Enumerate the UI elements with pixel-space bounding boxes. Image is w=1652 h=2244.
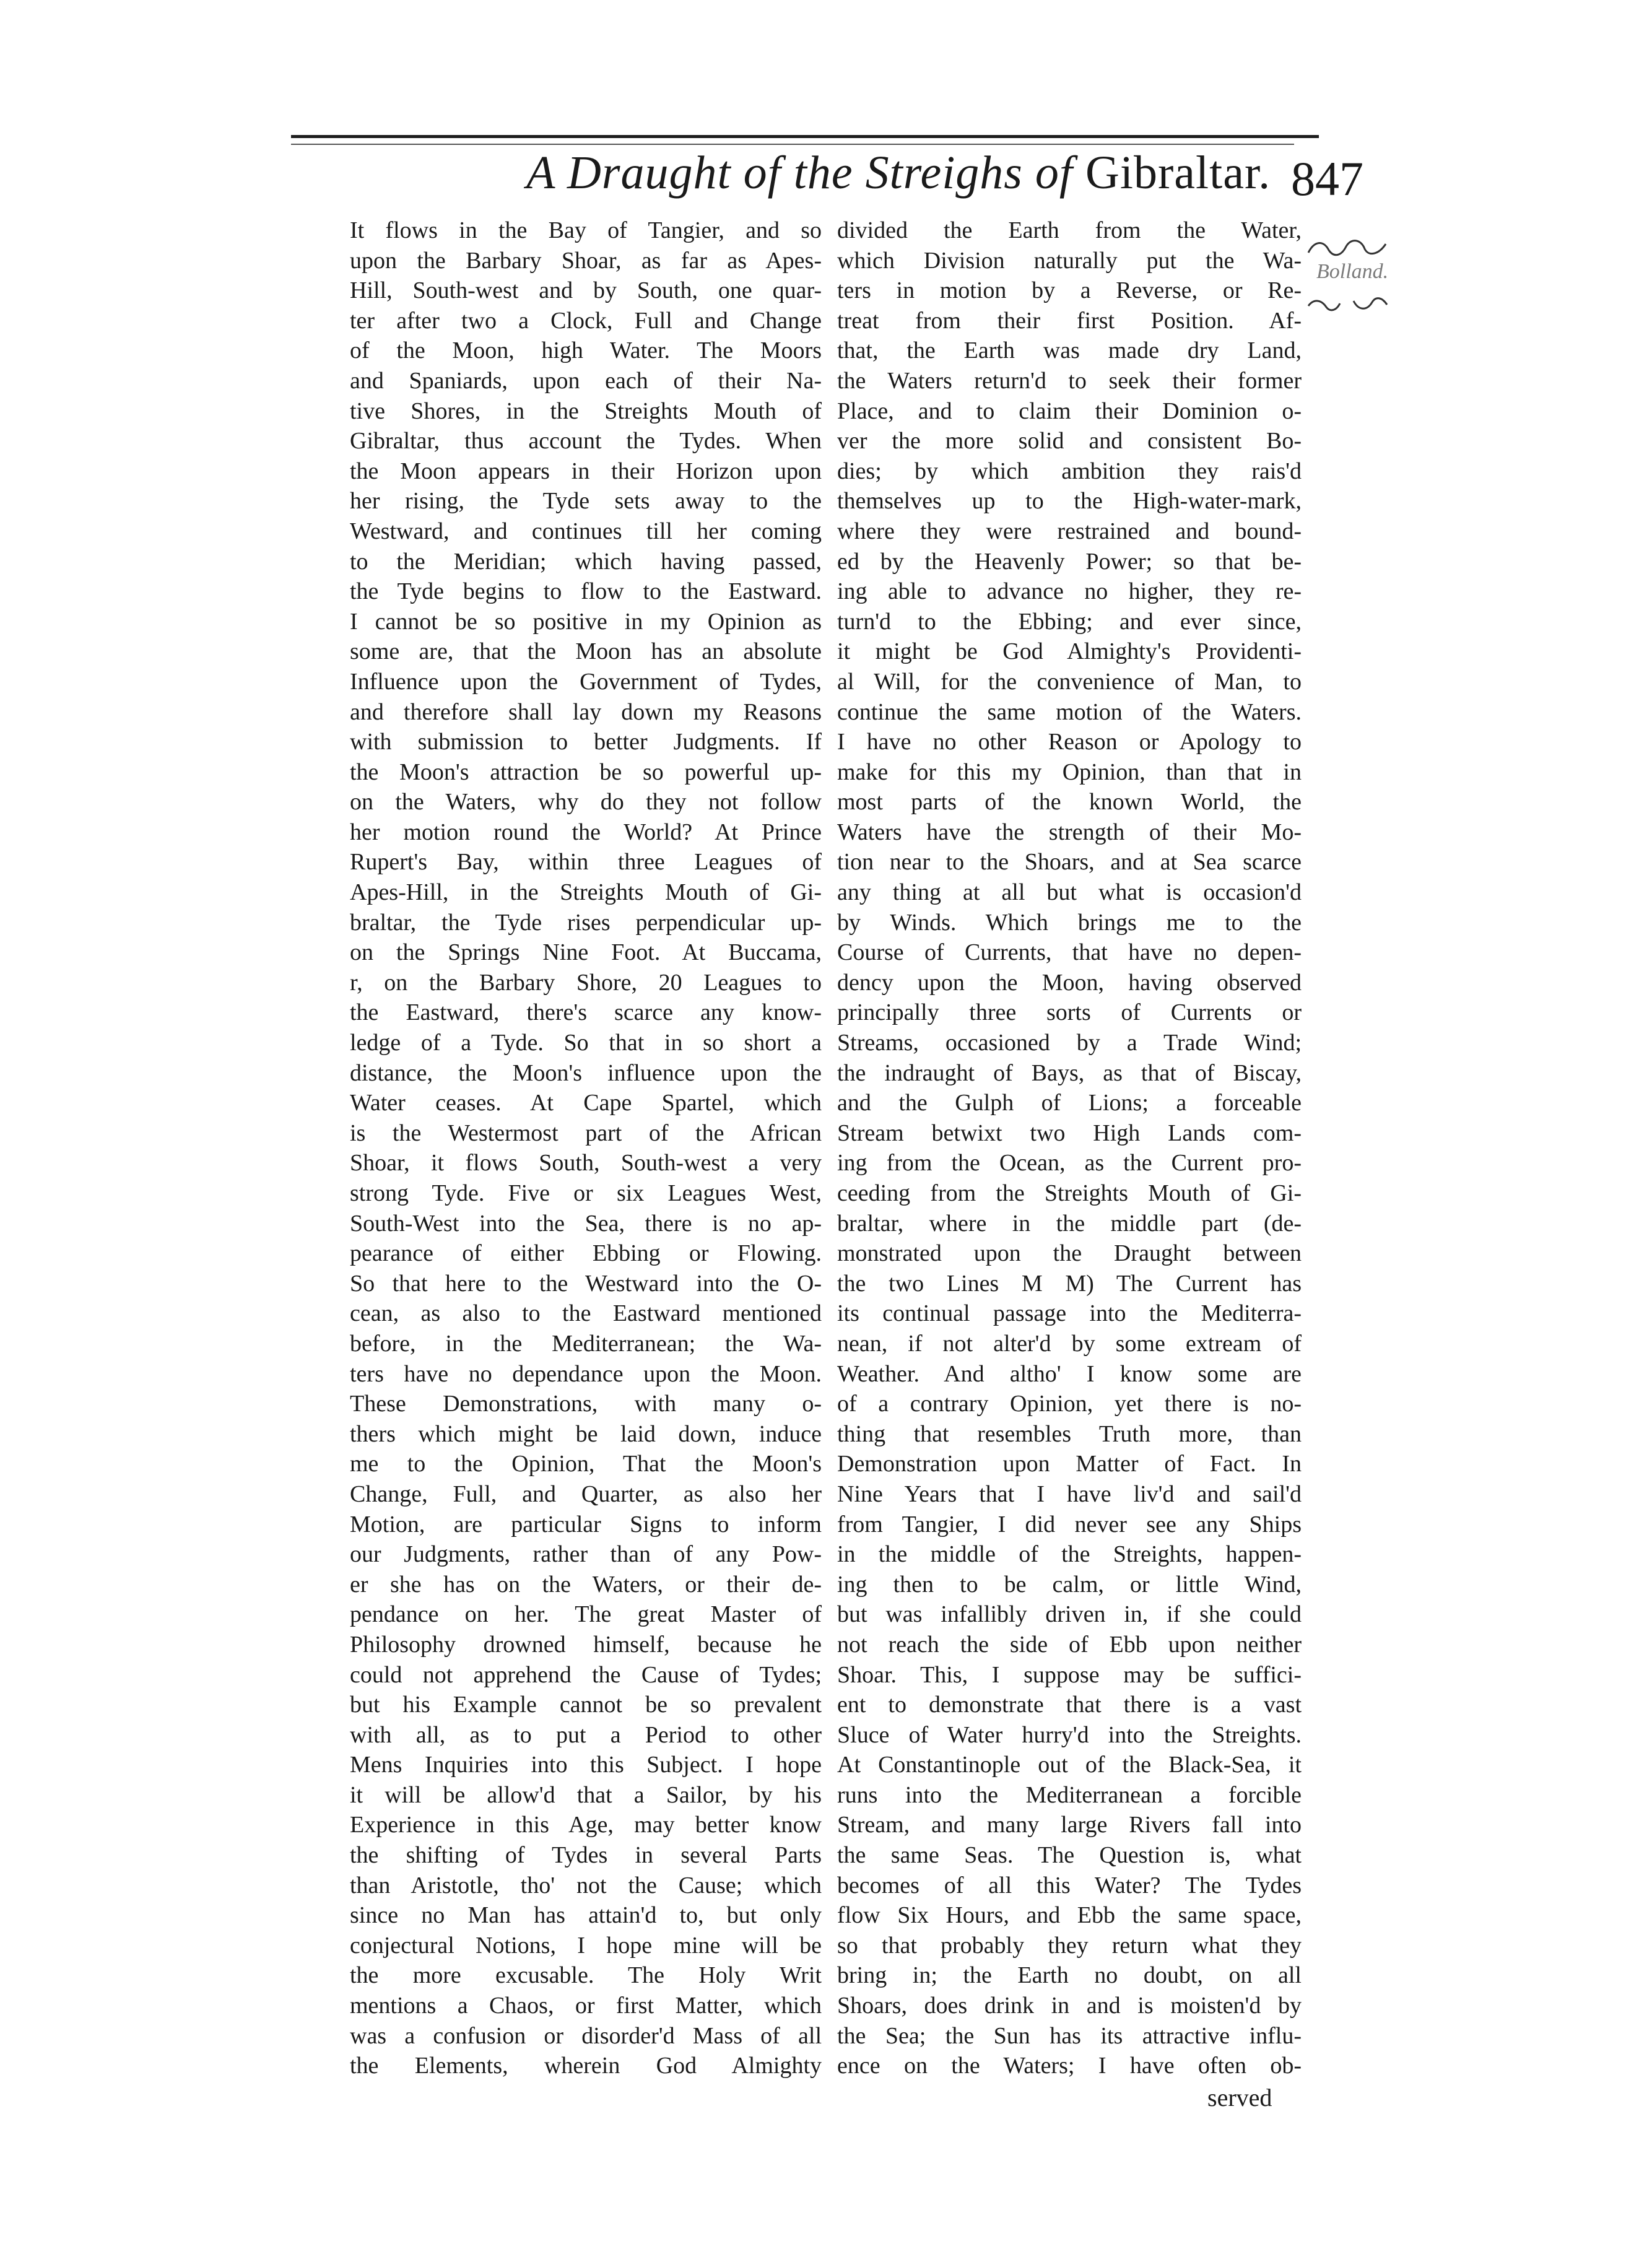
text-line: mentions a Chaos, or first Matter, which bbox=[350, 1993, 822, 2019]
text-line: the Tyde begins to flow to the Eastward. bbox=[350, 578, 822, 605]
text-line: the Moon appears in their Horizon upon bbox=[350, 458, 822, 484]
text-line: er she has on the Waters, or their de- bbox=[350, 1571, 822, 1598]
text-line: I cannot be so positive in my Opinion as bbox=[350, 608, 822, 635]
text-line: Westward, and continues till her coming bbox=[350, 518, 822, 544]
text-line: becomes of all this Water? The Tydes bbox=[837, 1872, 1302, 1898]
margin-note bbox=[1305, 235, 1392, 328]
text-line: make for this my Opinion, than that in bbox=[837, 759, 1302, 785]
text-line: but was infallibly driven in, if she could bbox=[837, 1601, 1302, 1628]
text-line: some are, that the Moon has an absolute bbox=[350, 638, 822, 665]
text-line: ledge of a Tyde. So that in so short a bbox=[350, 1030, 822, 1056]
text-line: Apes-Hill, in the Streights Mouth of Gi- bbox=[350, 879, 822, 906]
text-line: the Moon's attraction be so powerful up- bbox=[350, 759, 822, 785]
text-line: r, on the Barbary Shore, 20 Leagues to bbox=[350, 969, 822, 996]
text-line: Weather. And altho' I know some are bbox=[837, 1360, 1302, 1387]
text-line: thing that resembles Truth more, than bbox=[837, 1420, 1302, 1447]
text-line: It flows in the Bay of Tangier, and so bbox=[350, 217, 822, 243]
text-line: South-West into the Sea, there is no ap- bbox=[350, 1210, 822, 1237]
text-line: I have no other Reason or Apology to bbox=[837, 729, 1302, 755]
text-line: ter after two a Clock, Full and Change bbox=[350, 307, 822, 334]
text-line: turn'd to the Ebbing; and ever since, bbox=[837, 608, 1302, 635]
text-line: which Division naturally put the Wa- bbox=[837, 247, 1302, 274]
text-line: Demonstration upon Matter of Fact. In bbox=[837, 1451, 1302, 1477]
text-line: the two Lines M M) The Current has bbox=[837, 1270, 1302, 1297]
text-line: where they were restrained and bound- bbox=[837, 518, 1302, 544]
text-line: Stream betwixt two High Lands com- bbox=[837, 1120, 1302, 1146]
header-rule-thin bbox=[291, 144, 1294, 145]
text-line: al Will, for the convenience of Man, to bbox=[837, 668, 1302, 695]
text-line: on the Waters, why do they not follow bbox=[350, 789, 822, 815]
text-line: Shoars, does drink in and is moisten'd by bbox=[837, 1993, 1302, 2019]
text-line: so that probably they return what they bbox=[837, 1932, 1302, 1959]
text-line: Waters have the strength of their Mo- bbox=[837, 819, 1302, 845]
text-line: Nine Years that I have liv'd and sail'd bbox=[837, 1481, 1302, 1507]
page-number: 847 bbox=[1291, 152, 1363, 206]
text-line: tive Shores, in the Streights Mouth of bbox=[350, 398, 822, 424]
text-line: is the Westermost part of the African bbox=[350, 1120, 822, 1146]
flourish-top-icon bbox=[1305, 235, 1392, 260]
text-line: Place, and to claim their Dominion o- bbox=[837, 398, 1302, 424]
text-line: ing able to advance no higher, they re- bbox=[837, 578, 1302, 605]
text-line: with submission to better Judgments. If bbox=[350, 729, 822, 755]
text-line: her motion round the World? At Prince bbox=[350, 819, 822, 845]
text-line: pearance of either Ebbing or Flowing. bbox=[350, 1240, 822, 1267]
text-line: of the Moon, high Water. The Moors bbox=[350, 337, 822, 364]
text-line: Experience in this Age, may better know bbox=[350, 1812, 822, 1838]
text-line: bring in; the Earth no doubt, on all bbox=[837, 1962, 1302, 1989]
text-line: Change, Full, and Quarter, as also her bbox=[350, 1481, 822, 1507]
text-line: monstrated upon the Draught between bbox=[837, 1240, 1302, 1267]
text-line: before, in the Mediterranean; the Wa- bbox=[350, 1330, 822, 1357]
text-line: strong Tyde. Five or six Leagues West, bbox=[350, 1180, 822, 1206]
text-line: Water ceases. At Cape Spartel, which bbox=[350, 1090, 822, 1116]
text-line: the same Seas. The Question is, what bbox=[837, 1842, 1302, 1869]
text-line: from Tangier, I did never see any Ships bbox=[837, 1511, 1302, 1537]
text-line: These Demonstrations, with many o- bbox=[350, 1391, 822, 1417]
text-line: the Eastward, there's scarce any know- bbox=[350, 999, 822, 1026]
text-line: Streams, occasioned by a Trade Wind; bbox=[837, 1030, 1302, 1056]
text-line: upon the Barbary Shoar, as far as Apes- bbox=[350, 247, 822, 274]
text-line: ver the more solid and consistent Bo- bbox=[837, 428, 1302, 454]
margin-note-text: Bolland. bbox=[1316, 260, 1389, 283]
left-text-column bbox=[350, 215, 822, 2081]
text-line: pendance on her. The great Master of bbox=[350, 1601, 822, 1628]
text-line: ceeding from the Streights Mouth of Gi- bbox=[837, 1180, 1302, 1206]
text-line: on the Springs Nine Foot. At Buccama, bbox=[350, 939, 822, 966]
text-line: Stream, and many large Rivers fall into bbox=[837, 1812, 1302, 1838]
text-line: than Aristotle, tho' not the Cause; which bbox=[350, 1872, 822, 1898]
text-line: of a contrary Opinion, yet there is no- bbox=[837, 1391, 1302, 1417]
text-line: tion near to the Shoars, and at Sea scarce bbox=[837, 849, 1302, 876]
text-line: the shifting of Tydes in several Parts bbox=[350, 1842, 822, 1869]
text-line: ing from the Ocean, as the Current pro- bbox=[837, 1150, 1302, 1176]
text-line: ters have no dependance upon the Moon. bbox=[350, 1360, 822, 1387]
text-line: ence on the Waters; I have often ob- bbox=[837, 2053, 1302, 2079]
text-line: Philosophy drowned himself, because he bbox=[350, 1631, 822, 1658]
text-line: not reach the side of Ebb upon neither bbox=[837, 1631, 1302, 1658]
text-line: and Spaniards, upon each of their Na- bbox=[350, 367, 822, 394]
text-line: it might be God Almighty's Providenti- bbox=[837, 638, 1302, 665]
text-line: to the Meridian; which having passed, bbox=[350, 548, 822, 575]
text-line: Mens Inquiries into this Subject. I hope bbox=[350, 1752, 822, 1778]
text-line: ent to demonstrate that there is a vast bbox=[837, 1692, 1302, 1718]
text-line: ed by the Heavenly Power; so that be- bbox=[837, 548, 1302, 575]
header-rule bbox=[291, 135, 1319, 138]
text-line: and the Gulph of Lions; a forceable bbox=[837, 1090, 1302, 1116]
running-title-text: A Draught of the Streighs of bbox=[526, 147, 1073, 199]
running-title bbox=[526, 146, 1271, 200]
text-line: conjectural Notions, I hope mine will be bbox=[350, 1932, 822, 1959]
text-line: dency upon the Moon, having observed bbox=[837, 969, 1302, 996]
right-text-column bbox=[837, 215, 1302, 2081]
text-line: At Constantinople out of the Black-Sea, it bbox=[837, 1752, 1302, 1778]
text-line: braltar, where in the middle part (de- bbox=[837, 1210, 1302, 1237]
text-line: Shoar, it flows South, South-west a very bbox=[350, 1150, 822, 1176]
text-line: runs into the Mediterranean a forcible bbox=[837, 1781, 1302, 1808]
running-title-place: Gibraltar. bbox=[1085, 147, 1271, 199]
text-line: Influence upon the Government of Tydes, bbox=[350, 668, 822, 695]
text-line: its continual passage into the Mediterra- bbox=[837, 1300, 1302, 1327]
text-line: and therefore shall lay down my Reasons bbox=[350, 698, 822, 725]
text-line: the Waters return'd to seek their former bbox=[837, 367, 1302, 394]
text-line: distance, the Moon's influence upon the bbox=[350, 1059, 822, 1086]
text-line: could not apprehend the Cause of Tydes; bbox=[350, 1661, 822, 1688]
text-line: her rising, the Tyde sets away to the bbox=[350, 488, 822, 515]
text-line: So that here to the Westward into the O- bbox=[350, 1270, 822, 1297]
text-line: treat from their first Position. Af- bbox=[837, 307, 1302, 334]
text-line: thers which might be laid down, induce bbox=[350, 1420, 822, 1447]
text-line: that, the Earth was made dry Land, bbox=[837, 337, 1302, 364]
text-line: principally three sorts of Currents or bbox=[837, 999, 1302, 1026]
text-line: Motion, are particular Signs to inform bbox=[350, 1511, 822, 1537]
flourish-bottom-icon bbox=[1305, 292, 1392, 317]
text-line: in the middle of the Streights, happen- bbox=[837, 1541, 1302, 1568]
text-line: Gibraltar, thus account the Tydes. When bbox=[350, 428, 822, 454]
text-line: the indraught of Bays, as that of Biscay, bbox=[837, 1059, 1302, 1086]
text-line: the Sea; the Sun has its attractive influ- bbox=[837, 2022, 1302, 2049]
text-line: divided the Earth from the Water, bbox=[837, 217, 1302, 243]
text-line: braltar, the Tyde rises perpendicular up- bbox=[350, 909, 822, 936]
catchword: served bbox=[1207, 2084, 1272, 2111]
text-line: nean, if not alter'd by some extream of bbox=[837, 1330, 1302, 1357]
text-line: the Elements, wherein God Almighty bbox=[350, 2053, 822, 2079]
text-line: me to the Opinion, That the Moon's bbox=[350, 1451, 822, 1477]
text-line: ters in motion by a Reverse, or Re- bbox=[837, 277, 1302, 304]
text-line: cean, as also to the Eastward mentioned bbox=[350, 1300, 822, 1327]
text-line: it will be allow'd that a Sailor, by his bbox=[350, 1781, 822, 1808]
text-line: the more excusable. The Holy Writ bbox=[350, 1962, 822, 1989]
text-line: by Winds. Which brings me to the bbox=[837, 909, 1302, 936]
text-line: ing then to be calm, or little Wind, bbox=[837, 1571, 1302, 1598]
text-line: since no Man has attain'd to, but only bbox=[350, 1902, 822, 1929]
text-line: flow Six Hours, and Ebb the same space, bbox=[837, 1902, 1302, 1929]
text-line: Course of Currents, that have no depen- bbox=[837, 939, 1302, 966]
text-line: Shoar. This, I suppose may be suffici- bbox=[837, 1661, 1302, 1688]
text-line: dies; by which ambition they rais'd bbox=[837, 458, 1302, 484]
text-line: our Judgments, rather than of any Pow- bbox=[350, 1541, 822, 1568]
text-line: Sluce of Water hurry'd into the Streights. bbox=[837, 1721, 1302, 1748]
text-line: with all, as to put a Period to other bbox=[350, 1721, 822, 1748]
text-line: most parts of the known World, the bbox=[837, 789, 1302, 815]
text-line: continue the same motion of the Waters. bbox=[837, 698, 1302, 725]
text-line: was a confusion or disorder'd Mass of all bbox=[350, 2022, 822, 2049]
text-line: Rupert's Bay, within three Leagues of bbox=[350, 849, 822, 876]
text-line: but his Example cannot be so prevalent bbox=[350, 1692, 822, 1718]
text-line: Hill, South-west and by South, one quar- bbox=[350, 277, 822, 304]
text-line: themselves up to the High-water-mark, bbox=[837, 488, 1302, 515]
text-line: any thing at all but what is occasion'd bbox=[837, 879, 1302, 906]
